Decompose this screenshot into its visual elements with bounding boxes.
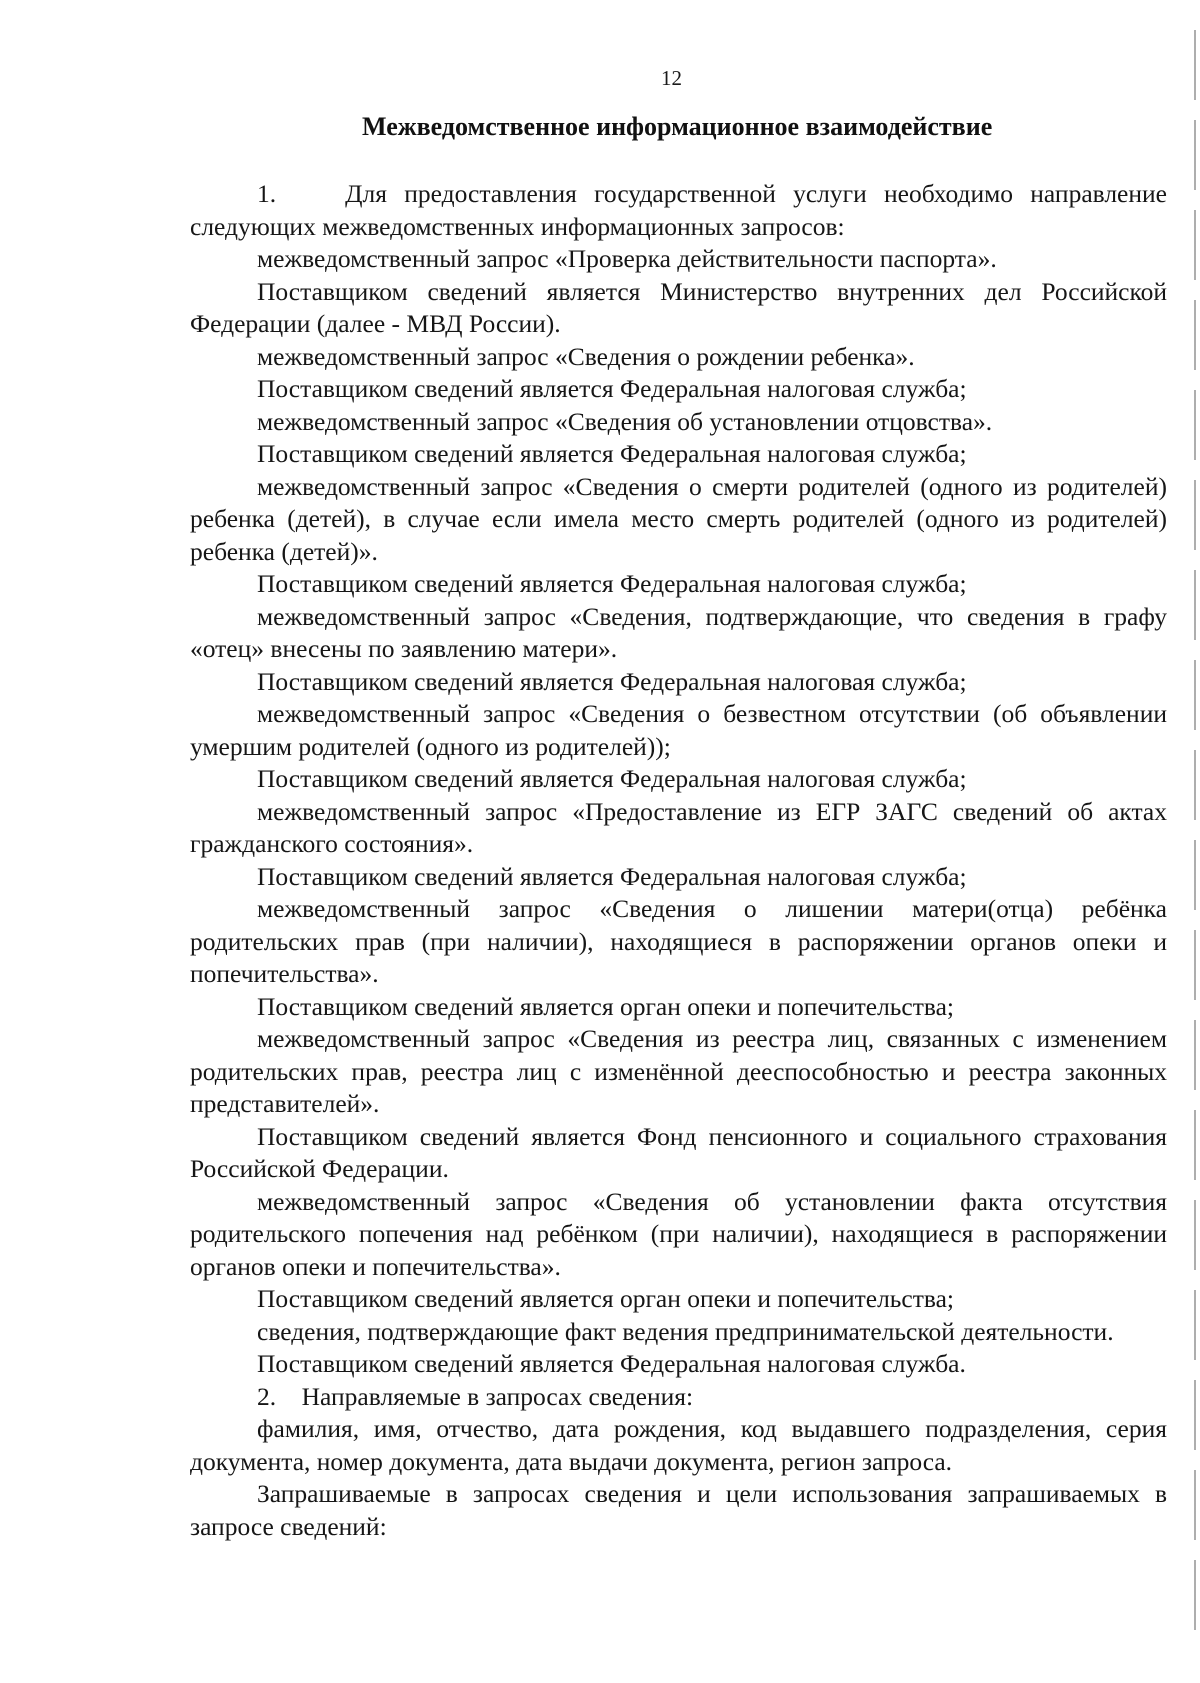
scan-edge-line (1194, 30, 1196, 1630)
document-body (190, 178, 1167, 1543)
paragraph: Поставщиком сведений является Федеральная налоговая служба; (257, 569, 967, 598)
section-title: Межведомственное информационное взаимодействие (362, 112, 993, 141)
paragraph: фамилия, имя, отчество, дата рождения, код выдавшего подразделения, серия документа, номер документа, дата выдачи документа, регион запроса. (190, 1414, 1167, 1476)
paragraph: межведомственный запрос «Сведения об установлении факта отсутствия родительского попечения над ребёнком (при наличии), находящиеся в распоряжении органов опеки и попечительства». (190, 1186, 1167, 1281)
paragraph: Поставщиком сведений является Федеральная налоговая служба; (257, 666, 967, 696)
paragraph: межведомственный запрос «Сведения о лишении матери(отца) ребёнка родительских прав (при наличии), находящиеся в распоряжении органов опеки и попечительства». (190, 894, 1167, 988)
paragraph: межведомственный запрос «Проверка действительности паспорта». (257, 244, 997, 273)
paragraph: межведомственный запрос «Сведения о рождении ребенка». (257, 341, 915, 371)
paragraph: межведомственный запрос «Сведения, подтверждающие, что сведения в графу «отец» внесены по заявлению матери». (190, 601, 1167, 663)
paragraph: 2. Направляемые в запросах сведения: (257, 1381, 694, 1411)
paragraph: Поставщиком сведений является Федеральная налоговая служба; (257, 764, 967, 793)
paragraph: Поставщиком сведений является орган опеки и попечительства; (257, 1284, 954, 1313)
paragraph: Поставщиком сведений является Федеральная налоговая служба; (257, 861, 967, 891)
paragraph: Поставщиком сведений является Федеральная налоговая служба; (257, 374, 967, 403)
paragraph: Запрашиваемые в запросах сведения и цели использования запрашиваемых в запросе сведений: (190, 1479, 1167, 1541)
paragraph: сведения, подтверждающие факт ведения предпринимательской деятельности. (257, 1316, 1114, 1346)
paragraph: межведомственный запрос «Сведения из реестра лиц, связанных с изменением родительских прав, реестра лиц с изменённой дееспособностью и реестра законных представителей». (190, 1024, 1167, 1118)
paragraph: 1. Для предоставления государственной услуги необходимо направление следующих межведомственных информационных запросов: (190, 179, 1167, 241)
page-number: 12 (661, 66, 682, 90)
paragraph: межведомственный запрос «Предоставление из ЕГР ЗАГС сведений об актах гражданского состояния». (190, 796, 1167, 858)
paragraph: межведомственный запрос «Сведения об установлении отцовства». (257, 406, 993, 436)
paragraph: межведомственный запрос «Сведения о безвестном отсутствии (об объявлении умершим родителей (одного из родителей)); (190, 699, 1167, 761)
paragraph: межведомственный запрос «Сведения о смерти родителей (одного из родителей) ребенка (детей), в случае если имела место смерть родителей (одного из родителей) ребенка (детей)». (190, 471, 1167, 566)
paragraph: Поставщиком сведений является Федеральная налоговая служба; (257, 439, 967, 468)
paragraph: Поставщиком сведений является Министерство внутренних дел Российской Федерации (далее - МВД России). (190, 276, 1167, 338)
paragraph: Поставщиком сведений является Фонд пенсионного и социального страхования Российской Федерации. (190, 1121, 1167, 1183)
paragraph: Поставщиком сведений является орган опеки и попечительства; (257, 991, 954, 1021)
paragraph: Поставщиком сведений является Федеральная налоговая служба. (257, 1349, 966, 1378)
